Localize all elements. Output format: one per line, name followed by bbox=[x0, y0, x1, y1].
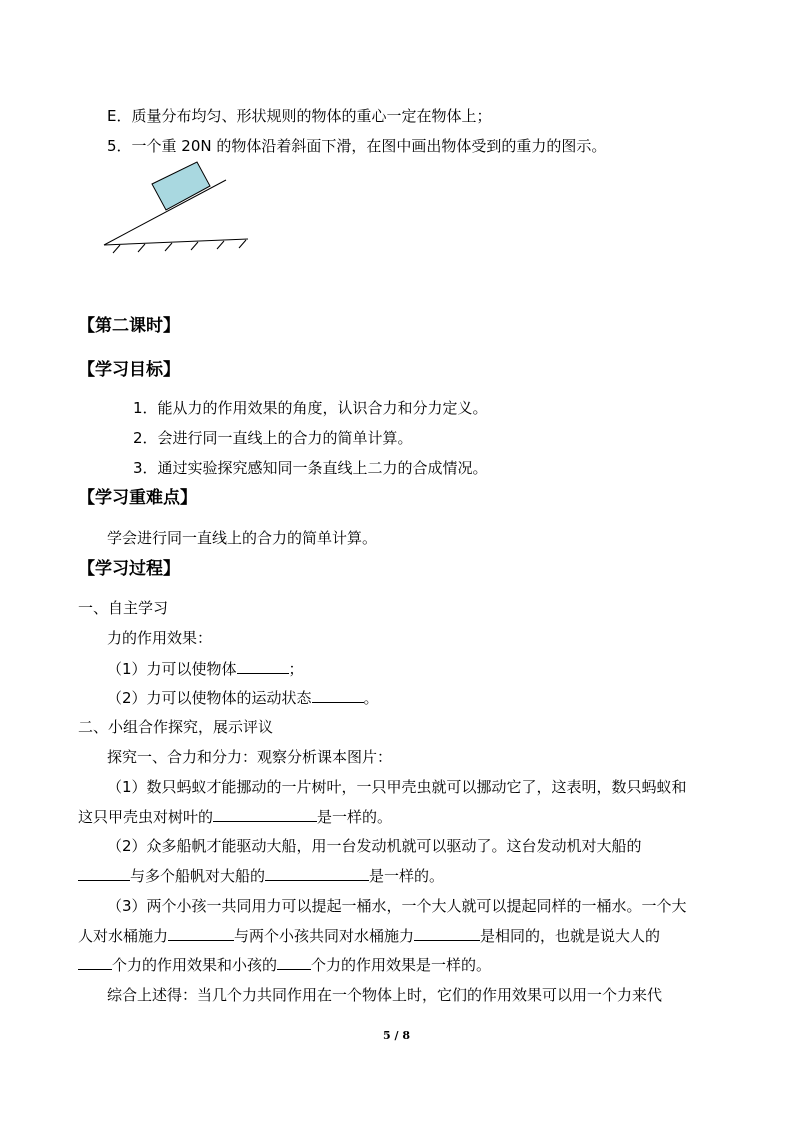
goal-3: 3．通过实验探究感知同一条直线上二力的合成情况。 bbox=[133, 459, 488, 477]
paragraph-2-text: 与多个船帆对大船的 bbox=[130, 867, 266, 885]
answer-blank[interactable] bbox=[277, 955, 311, 970]
answer-blank[interactable] bbox=[78, 866, 130, 881]
answer-blank[interactable] bbox=[213, 807, 317, 822]
answer-blank[interactable] bbox=[237, 659, 289, 674]
effect-item-1-end: ； bbox=[288, 660, 304, 678]
answer-blank[interactable] bbox=[414, 926, 480, 941]
goal-2: 2．会进行同一直线上的合力的简单计算。 bbox=[133, 429, 413, 447]
goals-heading: 【学习目标】 bbox=[78, 360, 180, 380]
process-heading: 【学习过程】 bbox=[78, 559, 180, 579]
effect-item-1 bbox=[107, 659, 304, 679]
effect-item-1-text: （1）力可以使物体 bbox=[107, 660, 237, 678]
ground-line bbox=[104, 239, 248, 245]
answer-blank[interactable] bbox=[78, 955, 112, 970]
effect-intro: 力的作用效果： bbox=[107, 629, 213, 647]
paragraph-1-line-1: （1）数只蚂蚁才能挪动的一片树叶，一只甲壳虫就可以挪动它了，这表明，数只蚂蚁和 bbox=[107, 778, 687, 796]
answer-blank[interactable] bbox=[168, 926, 234, 941]
hatch-mark bbox=[191, 242, 198, 250]
paragraph-1-line-2 bbox=[78, 807, 392, 827]
hatch-mark bbox=[217, 241, 224, 249]
paragraph-3-line-3 bbox=[78, 955, 491, 975]
paragraph-3-text-a: 人对水桶施力 bbox=[78, 927, 169, 945]
paragraph-2-line-1: （2）众多船帆才能驱动大船，用一台发动机就可以驱动了。这台发动机对大船的 bbox=[107, 837, 642, 855]
paragraph-3-text-e: 个力的作用效果是一样的。 bbox=[311, 956, 492, 974]
lesson2-heading: 【第二课时】 bbox=[78, 316, 180, 336]
paragraph-3-text-c: 是相同的，也就是说大人的 bbox=[480, 927, 661, 945]
section-1-title: 一、自主学习 bbox=[78, 599, 169, 617]
answer-blank[interactable] bbox=[265, 866, 369, 881]
paragraph-3-line-1: （3）两个小孩一共同用力可以提起一桶水，一个大人就可以提起同样的一桶水。一个大 bbox=[107, 897, 687, 915]
section-2-title: 二、小组合作探究，展示评议 bbox=[78, 718, 274, 736]
hatch-mark bbox=[138, 244, 145, 252]
incline-figure bbox=[100, 160, 250, 255]
sliding-block bbox=[152, 162, 210, 210]
paragraph-3-text-b: 与两个小孩共同对水桶施力 bbox=[234, 927, 415, 945]
paragraph-1-end: 是一样的。 bbox=[317, 808, 393, 826]
summary-line: 综合上述得：当几个力共同作用在一个物体上时，它们的作用效果可以用一个力来代 bbox=[107, 986, 663, 1004]
option-e: E．质量分布均匀、形状规则的物体的重心一定在物体上； bbox=[107, 107, 492, 125]
goal-1: 1．能从力的作用效果的角度，认识合力和分力定义。 bbox=[133, 399, 488, 417]
question-5: 5．一个重 20N 的物体沿着斜面下滑，在图中画出物体受到的重力的图示。 bbox=[107, 137, 607, 155]
paragraph-3-text-d: 个力的作用效果和小孩的 bbox=[112, 956, 278, 974]
page-number: 5 / 8 bbox=[383, 1029, 410, 1042]
hatch-mark bbox=[113, 245, 120, 253]
paragraph-3-line-2 bbox=[78, 926, 660, 946]
paragraph-2-end: 是一样的。 bbox=[369, 867, 445, 885]
effect-item-2-end: 。 bbox=[363, 689, 379, 707]
keypoint-text: 学会进行同一直线上的合力的简单计算。 bbox=[107, 529, 378, 547]
keypoints-heading: 【学习重难点】 bbox=[78, 488, 197, 508]
explore-1-title: 探究一、合力和分力：观察分析课本图片： bbox=[107, 748, 393, 766]
effect-item-2 bbox=[107, 688, 379, 708]
answer-blank[interactable] bbox=[312, 688, 364, 703]
paragraph-1-text: 这只甲壳虫对树叶的 bbox=[78, 808, 214, 826]
hatch-mark bbox=[239, 240, 246, 248]
paragraph-2-line-2 bbox=[78, 866, 444, 886]
effect-item-2-text: （2）力可以使物体的运动状态 bbox=[107, 689, 312, 707]
hatch-mark bbox=[165, 243, 172, 251]
